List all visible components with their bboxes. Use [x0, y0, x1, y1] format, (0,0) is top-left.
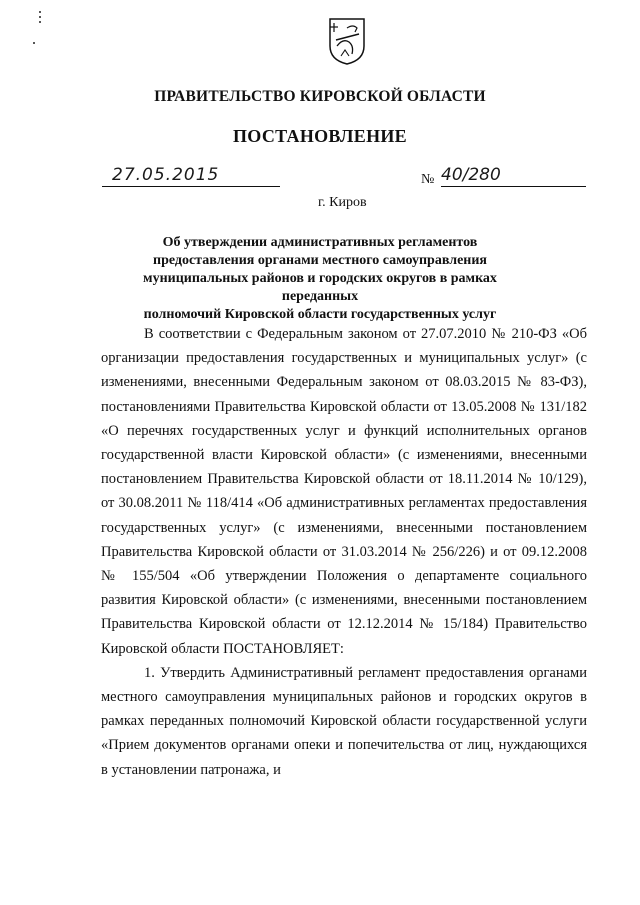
- date-field: [102, 166, 280, 187]
- number-sign: №: [421, 172, 435, 187]
- document-body: [101, 322, 587, 782]
- document-type-title: ПОСТАНОВЛЕНИЕ: [233, 126, 407, 146]
- number-field: [441, 166, 586, 187]
- document-subject: [105, 234, 535, 324]
- subject-line: Об утверждении административных регламентов: [162, 235, 478, 250]
- subject-line: полномочий Кировской области государственных услуг: [143, 307, 497, 322]
- subject-line: предоставления органами местного самоуправления: [153, 253, 487, 268]
- government-title: ПРАВИТЕЛЬСТВО КИРОВСКОЙ ОБЛАСТИ: [154, 88, 486, 105]
- handwritten-number: 40/280: [441, 165, 501, 185]
- coat-of-arms-icon: [327, 16, 367, 66]
- subject-line: муниципальных районов и городских округов в рамках переданных: [143, 271, 497, 304]
- scan-marks: [30, 8, 50, 48]
- preamble-paragraph: В соответствии с Федеральным законом от 27.07.2010 № 210-ФЗ «Об организации предоставления государственных и муниципальных услуг» (с изменениями, внесенными Федеральным законом от 08.03.2015 № 83-ФЗ), постановлениями Правительства Кировской области от 13.05.2008 № 131/182 «О перечнях государственных услуг и функций исполнительных органов государственной власти Кировской области» (с изменениями, внесенными постановлением Правительства Кировской области от 18.11.2014 № 10/129), от 30.08.2011 № 118/414 «Об административных регламентах предоставления государственных услуг» (с изменениями, внесенными постановлением Правительства Кировской области от 31.03.2014 № 256/226) и от 09.12.2008 № 155/504 «Об утверждении Положения о департаменте социального развития Кировской области» (с изменениями, внесенными постановлением Правительства Кировской области от 12.12.2014 № 15/184) Правительство Кировской области ПОСТАНОВЛЯЕТ:: [101, 326, 587, 657]
- handwritten-date: 27.05.2015: [112, 165, 220, 185]
- city-label: г. Киров: [318, 195, 367, 210]
- clause-paragraph: 1. Утвердить Административный регламент предоставления органами местного самоуправления муниципальных районов и городских округов в рамках переданных полномочий Кировской области государственной услуги «Прием документов органами опеки и попечительства от лиц, нуждающихся в установлении патронажа, и: [101, 664, 587, 778]
